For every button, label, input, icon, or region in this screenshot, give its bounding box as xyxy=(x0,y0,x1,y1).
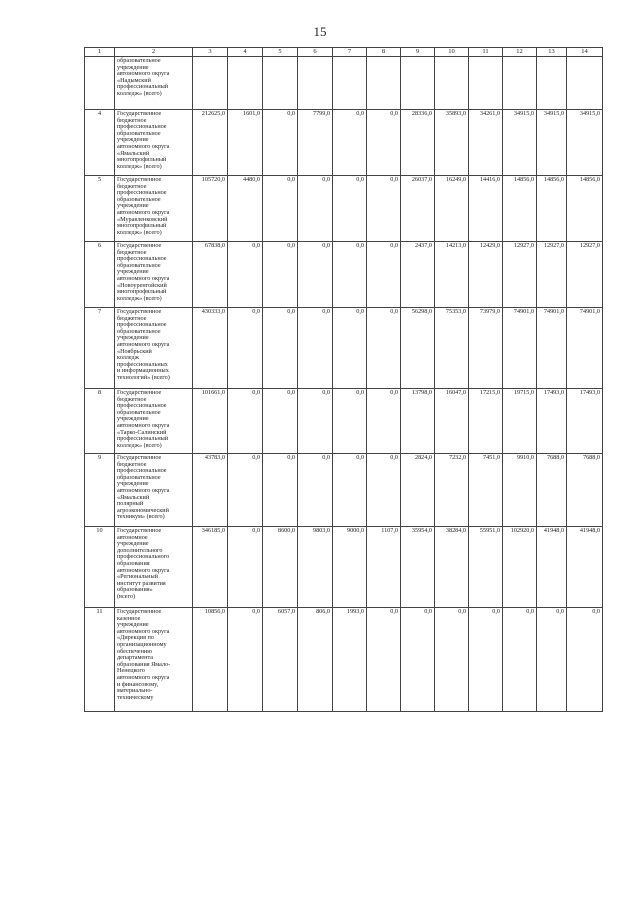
value-cell xyxy=(435,57,469,110)
value-cell: 0,0 xyxy=(263,110,298,176)
table-row xyxy=(85,110,603,176)
value-cell: 101661,0 xyxy=(193,389,228,454)
column-number: 4 xyxy=(228,48,263,57)
data-table xyxy=(84,47,603,712)
value-cell: 0,0 xyxy=(333,454,367,527)
value-cell: 9803,0 xyxy=(298,527,333,608)
value-cell: 34261,0 xyxy=(469,110,503,176)
value-cell: 17215,0 xyxy=(469,389,503,454)
value-cell: 102920,0 xyxy=(503,527,537,608)
value-cell: 0,0 xyxy=(503,608,537,712)
value-cell: 0,0 xyxy=(228,527,263,608)
column-number: 6 xyxy=(298,48,333,57)
value-cell: 0,0 xyxy=(367,308,401,389)
table-body xyxy=(85,48,603,712)
value-cell: 0,0 xyxy=(263,242,298,308)
value-cell: 4480,0 xyxy=(228,176,263,242)
column-number: 2 xyxy=(115,48,193,57)
value-cell: 346185,0 xyxy=(193,527,228,608)
column-number: 3 xyxy=(193,48,228,57)
institution-name: Государственное бюджетное профессиональное образовательное учреждение автономного округа «Тарко-Салинский профессиональный колледж» (всего) xyxy=(115,389,193,454)
value-cell: 0,0 xyxy=(367,389,401,454)
value-cell: 6057,0 xyxy=(263,608,298,712)
value-cell: 34915,0 xyxy=(503,110,537,176)
value-cell: 67838,0 xyxy=(193,242,228,308)
value-cell: 0,0 xyxy=(469,608,503,712)
row-number: 9 xyxy=(85,454,115,527)
value-cell: 14856,0 xyxy=(567,176,603,242)
value-cell: 0,0 xyxy=(367,242,401,308)
column-number: 11 xyxy=(469,48,503,57)
value-cell: 35893,0 xyxy=(435,110,469,176)
value-cell: 105720,0 xyxy=(193,176,228,242)
value-cell: 1601,0 xyxy=(228,110,263,176)
value-cell: 0,0 xyxy=(228,389,263,454)
value-cell: 0,0 xyxy=(298,308,333,389)
column-number: 5 xyxy=(263,48,298,57)
institution-name: Государственное бюджетное профессиональное образовательное учреждение автономного округа «Ноябрьский колледж профессиональных и информационных технологий» (всего) xyxy=(115,308,193,389)
value-cell: 74901,0 xyxy=(567,308,603,389)
value-cell xyxy=(367,57,401,110)
value-cell: 0,0 xyxy=(333,242,367,308)
value-cell: 7232,0 xyxy=(435,454,469,527)
institution-name: Государственное бюджетное профессиональное образовательное учреждение автономного округа «Ямальский многопрофильный колледж» (всего) xyxy=(115,110,193,176)
value-cell: 13798,0 xyxy=(401,389,435,454)
value-cell: 12927,0 xyxy=(537,242,567,308)
value-cell: 14213,0 xyxy=(435,242,469,308)
value-cell xyxy=(401,57,435,110)
value-cell: 0,0 xyxy=(228,608,263,712)
value-cell: 1107,0 xyxy=(367,527,401,608)
value-cell: 8600,0 xyxy=(263,527,298,608)
value-cell: 17493,0 xyxy=(567,389,603,454)
value-cell: 7688,0 xyxy=(567,454,603,527)
value-cell: 2437,0 xyxy=(401,242,435,308)
value-cell xyxy=(263,57,298,110)
value-cell: 0,0 xyxy=(263,176,298,242)
value-cell: 43783,0 xyxy=(193,454,228,527)
column-number: 12 xyxy=(503,48,537,57)
value-cell: 0,0 xyxy=(367,110,401,176)
value-cell: 0,0 xyxy=(263,454,298,527)
value-cell: 16047,0 xyxy=(435,389,469,454)
value-cell: 9000,0 xyxy=(333,527,367,608)
value-cell: 0,0 xyxy=(537,608,567,712)
value-cell: 41948,0 xyxy=(537,527,567,608)
value-cell: 2824,0 xyxy=(401,454,435,527)
table-header-row xyxy=(85,48,603,57)
value-cell: 14856,0 xyxy=(503,176,537,242)
value-cell xyxy=(333,57,367,110)
row-number: 7 xyxy=(85,308,115,389)
table-row xyxy=(85,389,603,454)
value-cell xyxy=(469,57,503,110)
row-number: 5 xyxy=(85,176,115,242)
value-cell: 34915,0 xyxy=(537,110,567,176)
row-number: 8 xyxy=(85,389,115,454)
value-cell: 41948,0 xyxy=(567,527,603,608)
value-cell xyxy=(193,57,228,110)
table-row xyxy=(85,57,603,110)
value-cell: 0,0 xyxy=(263,389,298,454)
value-cell: 0,0 xyxy=(298,389,333,454)
value-cell: 0,0 xyxy=(298,242,333,308)
value-cell: 7451,0 xyxy=(469,454,503,527)
value-cell: 74901,0 xyxy=(503,308,537,389)
value-cell: 75353,0 xyxy=(435,308,469,389)
value-cell: 0,0 xyxy=(298,454,333,527)
value-cell: 74901,0 xyxy=(537,308,567,389)
value-cell: 12927,0 xyxy=(503,242,537,308)
value-cell: 26037,0 xyxy=(401,176,435,242)
value-cell xyxy=(567,57,603,110)
value-cell: 0,0 xyxy=(333,308,367,389)
value-cell: 0,0 xyxy=(367,608,401,712)
column-number: 14 xyxy=(567,48,603,57)
value-cell: 0,0 xyxy=(228,454,263,527)
column-number: 1 xyxy=(85,48,115,57)
table-row xyxy=(85,176,603,242)
value-cell: 16249,0 xyxy=(435,176,469,242)
value-cell xyxy=(228,57,263,110)
value-cell: 7688,0 xyxy=(537,454,567,527)
table-row xyxy=(85,608,603,712)
value-cell: 14856,0 xyxy=(537,176,567,242)
table-row xyxy=(85,308,603,389)
table-row xyxy=(85,527,603,608)
value-cell: 0,0 xyxy=(435,608,469,712)
value-cell: 12429,0 xyxy=(469,242,503,308)
value-cell: 0,0 xyxy=(367,454,401,527)
institution-name: Государственное автономное учреждение дополнительного профессионального образования автономного округа «Региональный институт развития образования» (всего) xyxy=(115,527,193,608)
value-cell: 430333,0 xyxy=(193,308,228,389)
column-number: 9 xyxy=(401,48,435,57)
institution-name: Государственное бюджетное профессиональное образовательное учреждение автономного округа «Ямальский полярный агроэкономический техникум» (всего) xyxy=(115,454,193,527)
column-number: 13 xyxy=(537,48,567,57)
value-cell: 9910,0 xyxy=(503,454,537,527)
value-cell: 0,0 xyxy=(298,176,333,242)
value-cell: 56298,0 xyxy=(401,308,435,389)
value-cell: 19715,0 xyxy=(503,389,537,454)
page-number: 15 xyxy=(313,24,327,39)
column-number: 7 xyxy=(333,48,367,57)
row-number: 4 xyxy=(85,110,115,176)
value-cell: 38284,0 xyxy=(435,527,469,608)
table-row xyxy=(85,242,603,308)
row-number xyxy=(85,57,115,110)
column-number: 10 xyxy=(435,48,469,57)
value-cell: 212625,0 xyxy=(193,110,228,176)
institution-name: Государственное казенное учреждение автономного округа «Дирекция по организационному обеспечению департамента образования Ямало- Ненецкого автономного округа и финансовому, материально- техническому xyxy=(115,608,193,712)
row-number: 10 xyxy=(85,527,115,608)
value-cell: 35954,0 xyxy=(401,527,435,608)
value-cell xyxy=(298,57,333,110)
value-cell: 806,0 xyxy=(298,608,333,712)
value-cell: 0,0 xyxy=(228,242,263,308)
institution-name: Государственное бюджетное профессиональное образовательное учреждение автономного округа «Новоуренгойский многопрофильный колледж» (всего) xyxy=(115,242,193,308)
value-cell: 0,0 xyxy=(567,608,603,712)
value-cell: 0,0 xyxy=(263,308,298,389)
value-cell: 12927,0 xyxy=(567,242,603,308)
value-cell: 0,0 xyxy=(401,608,435,712)
value-cell: 55951,0 xyxy=(469,527,503,608)
value-cell xyxy=(537,57,567,110)
value-cell: 0,0 xyxy=(333,389,367,454)
value-cell: 0,0 xyxy=(228,308,263,389)
row-number: 6 xyxy=(85,242,115,308)
value-cell: 10856,0 xyxy=(193,608,228,712)
value-cell: 0,0 xyxy=(333,110,367,176)
value-cell: 0,0 xyxy=(367,176,401,242)
value-cell: 73979,0 xyxy=(469,308,503,389)
institution-name: образовательное учреждение автономного округа «Надымский профессиональный колледж» (всего) xyxy=(115,57,193,110)
value-cell: 1993,0 xyxy=(333,608,367,712)
value-cell: 0,0 xyxy=(333,176,367,242)
value-cell: 34915,0 xyxy=(567,110,603,176)
value-cell: 28336,0 xyxy=(401,110,435,176)
value-cell: 17493,0 xyxy=(537,389,567,454)
value-cell: 7799,0 xyxy=(298,110,333,176)
column-number: 8 xyxy=(367,48,401,57)
institution-name: Государственное бюджетное профессиональное образовательное учреждение автономного округа «Муравленковский многопрофильный колледж» (всего) xyxy=(115,176,193,242)
table-row xyxy=(85,454,603,527)
value-cell: 14416,0 xyxy=(469,176,503,242)
value-cell xyxy=(503,57,537,110)
row-number: 11 xyxy=(85,608,115,712)
